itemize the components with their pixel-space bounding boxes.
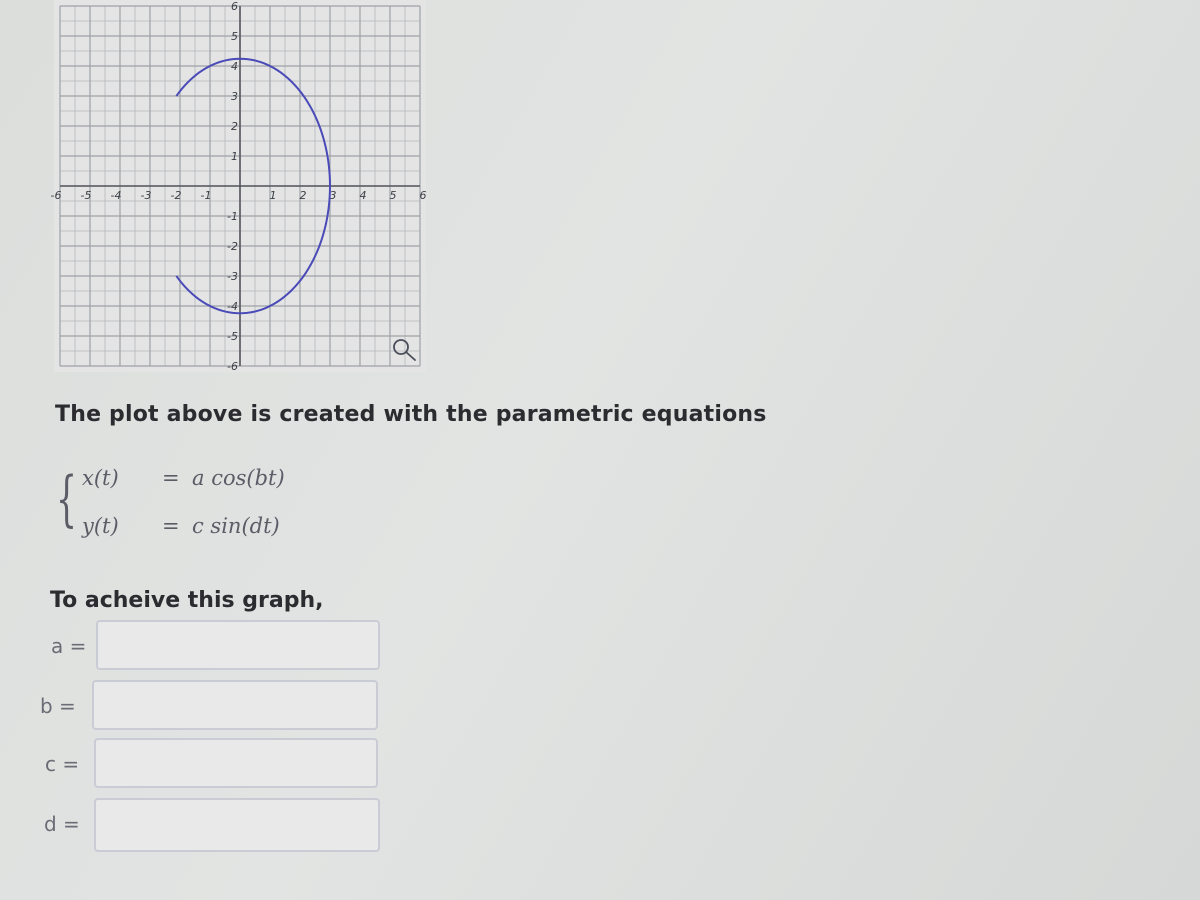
y-tick-label: 6 xyxy=(231,0,238,13)
y-tick-label: -5 xyxy=(227,330,238,343)
y-tick-label: -1 xyxy=(227,210,238,223)
x-equation-lhs: x(t) xyxy=(82,466,119,490)
parametric-graph xyxy=(50,0,427,373)
field-label-c: c = xyxy=(45,752,80,776)
x-tick-label: -2 xyxy=(170,189,182,202)
y-tick-label: 5 xyxy=(231,30,238,43)
field-label-d: d = xyxy=(44,812,80,836)
x-tick-label: 6 xyxy=(419,189,427,202)
x-tick-label: -6 xyxy=(50,189,62,202)
x-tick-label: -4 xyxy=(110,189,122,202)
y-tick-label: -3 xyxy=(227,270,238,283)
x-tick-label: -5 xyxy=(80,189,92,202)
y-equation-equals: = xyxy=(162,514,180,538)
x-tick-label: -3 xyxy=(140,189,152,202)
x-tick-label: 4 xyxy=(359,189,367,202)
y-equation xyxy=(82,514,280,538)
x-tick-label: -1 xyxy=(200,189,212,202)
graph-canvas xyxy=(50,0,427,373)
parametric-equations xyxy=(56,462,316,552)
y-tick-label: -2 xyxy=(227,240,238,253)
x-equation-equals: = xyxy=(162,466,180,490)
c-input[interactable] xyxy=(94,738,378,788)
y-equation-lhs: y(t) xyxy=(82,514,119,538)
y-tick-label: 4 xyxy=(231,60,238,73)
instruction-text: To acheive this graph, xyxy=(50,588,324,613)
x-equation-rhs: a cos(bt) xyxy=(192,466,285,490)
x-tick-label: 3 xyxy=(329,189,337,202)
y-tick-label: 3 xyxy=(231,90,238,103)
field-label-a: a = xyxy=(51,634,87,658)
b-input[interactable] xyxy=(92,680,378,730)
y-equation-rhs: c sin(dt) xyxy=(192,514,280,538)
x-tick-label: 2 xyxy=(299,189,307,202)
y-tick-label: 1 xyxy=(231,150,238,163)
y-tick-label: -4 xyxy=(227,300,238,313)
x-tick-label: 5 xyxy=(389,189,397,202)
x-tick-label: 1 xyxy=(269,189,277,202)
x-equation xyxy=(82,466,285,490)
y-tick-label: 2 xyxy=(231,120,238,133)
prompt-text: The plot above is created with the parametric equations xyxy=(55,402,767,427)
field-label-b: b = xyxy=(40,694,76,718)
a-input[interactable] xyxy=(96,620,380,670)
equation-brace: { xyxy=(56,464,78,534)
y-tick-label: -6 xyxy=(227,360,238,373)
d-input[interactable] xyxy=(94,798,380,852)
magnifier-icon[interactable] xyxy=(388,336,422,366)
